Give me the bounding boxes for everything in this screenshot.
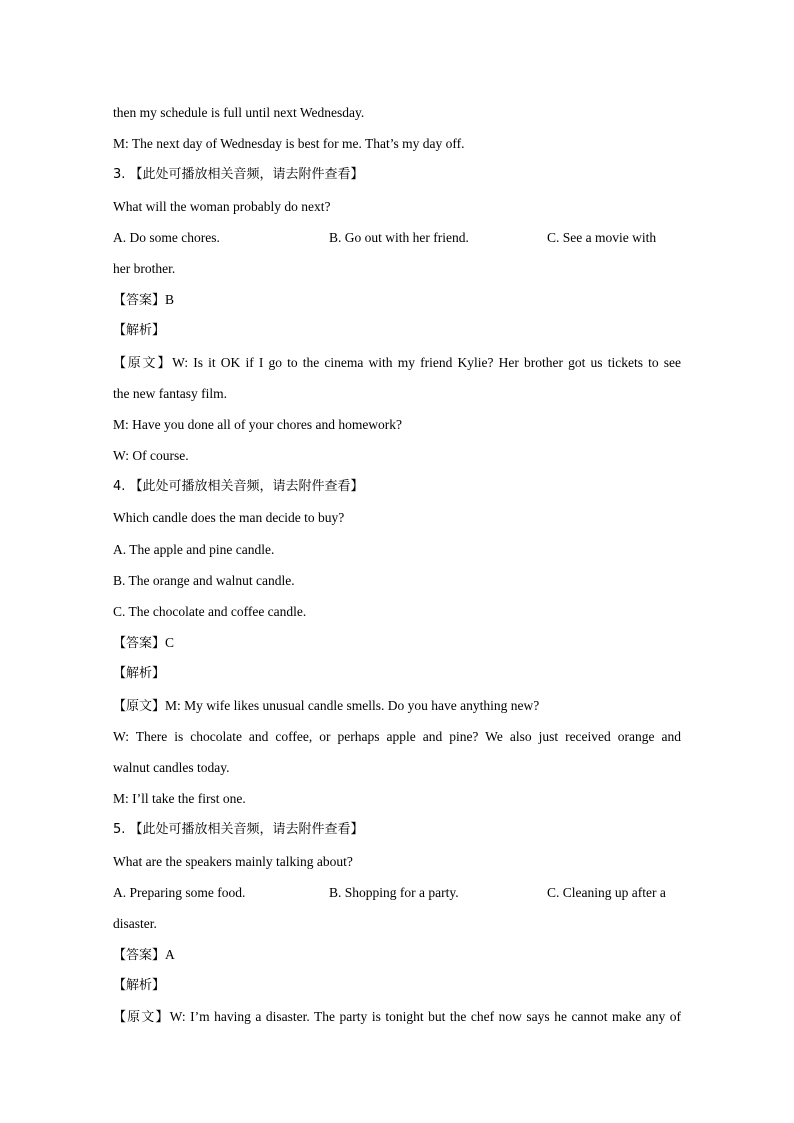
answer-value: A (165, 947, 175, 963)
question-3-text: What will the woman probably do next? (113, 198, 331, 214)
question-4-header: 4. 【此处可播放相关音频，请去附件查看】 (113, 479, 364, 495)
answer-tag: 【答案】 (113, 636, 166, 652)
transcript-line (113, 347, 681, 378)
transcript-tag: 【原文】 (113, 355, 173, 371)
question-3-options (113, 222, 681, 253)
transcript-text: W: Is it OK if I go to the cinema with my friend Kylie? Her brother got us tickets to see (172, 354, 681, 370)
option-b: B. Go out with her friend. (329, 229, 469, 245)
analysis-tag: 【解析】 (113, 323, 166, 339)
answer-value: B (165, 292, 175, 308)
question-4-text: Which candle does the man decide to buy? (113, 510, 345, 526)
question-5-options (113, 877, 681, 908)
transcript-line: W: There is chocolate and coffee, or perhaps apple and pine? We also just received orange and (113, 728, 681, 744)
text-line: M: The next day of Wednesday is best for me. That’s my day off. (113, 136, 465, 152)
question-3-answer (113, 284, 681, 315)
transcript-line (113, 690, 681, 721)
option-a: A. Do some chores. (113, 229, 220, 245)
analysis-tag: 【解析】 (113, 978, 166, 994)
answer-tag: 【答案】 (113, 293, 166, 309)
option-a: A. Preparing some food. (113, 884, 246, 900)
answer-value: C (165, 635, 175, 651)
question-3-header: 3. 【此处可播放相关音频，请去附件查看】 (113, 167, 364, 183)
option-c-continued: disaster. (113, 915, 157, 931)
option-b: B. Shopping for a party. (329, 884, 459, 900)
option-b: B. The orange and walnut candle. (113, 572, 295, 588)
transcript-tag: 【原文】 (113, 1010, 170, 1026)
transcript-text: W: I’m having a disaster. The party is tonight but the chef now says he cannot make any of (169, 1009, 681, 1025)
transcript-line: M: Have you done all of your chores and homework? (113, 416, 403, 432)
option-c: C. The chocolate and coffee candle. (113, 604, 307, 619)
transcript-line: walnut candles today. (113, 759, 230, 775)
transcript-line: M: I’ll take the first one. (113, 791, 246, 807)
transcript-line: the new fantasy film. (113, 385, 227, 401)
option-c: C. Cleaning up after a (547, 884, 666, 900)
analysis-tag: 【解析】 (113, 666, 166, 682)
question-5-text: What are the speakers mainly talking about? (113, 853, 353, 869)
document-page (113, 97, 681, 1033)
question-5-answer (113, 939, 681, 970)
transcript-line: W: Of course. (113, 448, 189, 464)
transcript-tag: 【原文】 (113, 698, 166, 714)
text-line: then my schedule is full until next Wednesday. (113, 105, 365, 120)
option-c-continued: her brother. (113, 260, 176, 276)
transcript-line (113, 1001, 681, 1032)
answer-tag: 【答案】 (113, 948, 166, 964)
question-4-answer (113, 627, 681, 658)
option-c: C. See a movie with (547, 229, 657, 245)
option-a: A. The apple and pine candle. (113, 541, 275, 557)
transcript-text: M: My wife likes unusual candle smells. Do you have anything new? (165, 697, 540, 713)
question-5-header: 5. 【此处可播放相关音频，请去附件查看】 (113, 822, 364, 838)
